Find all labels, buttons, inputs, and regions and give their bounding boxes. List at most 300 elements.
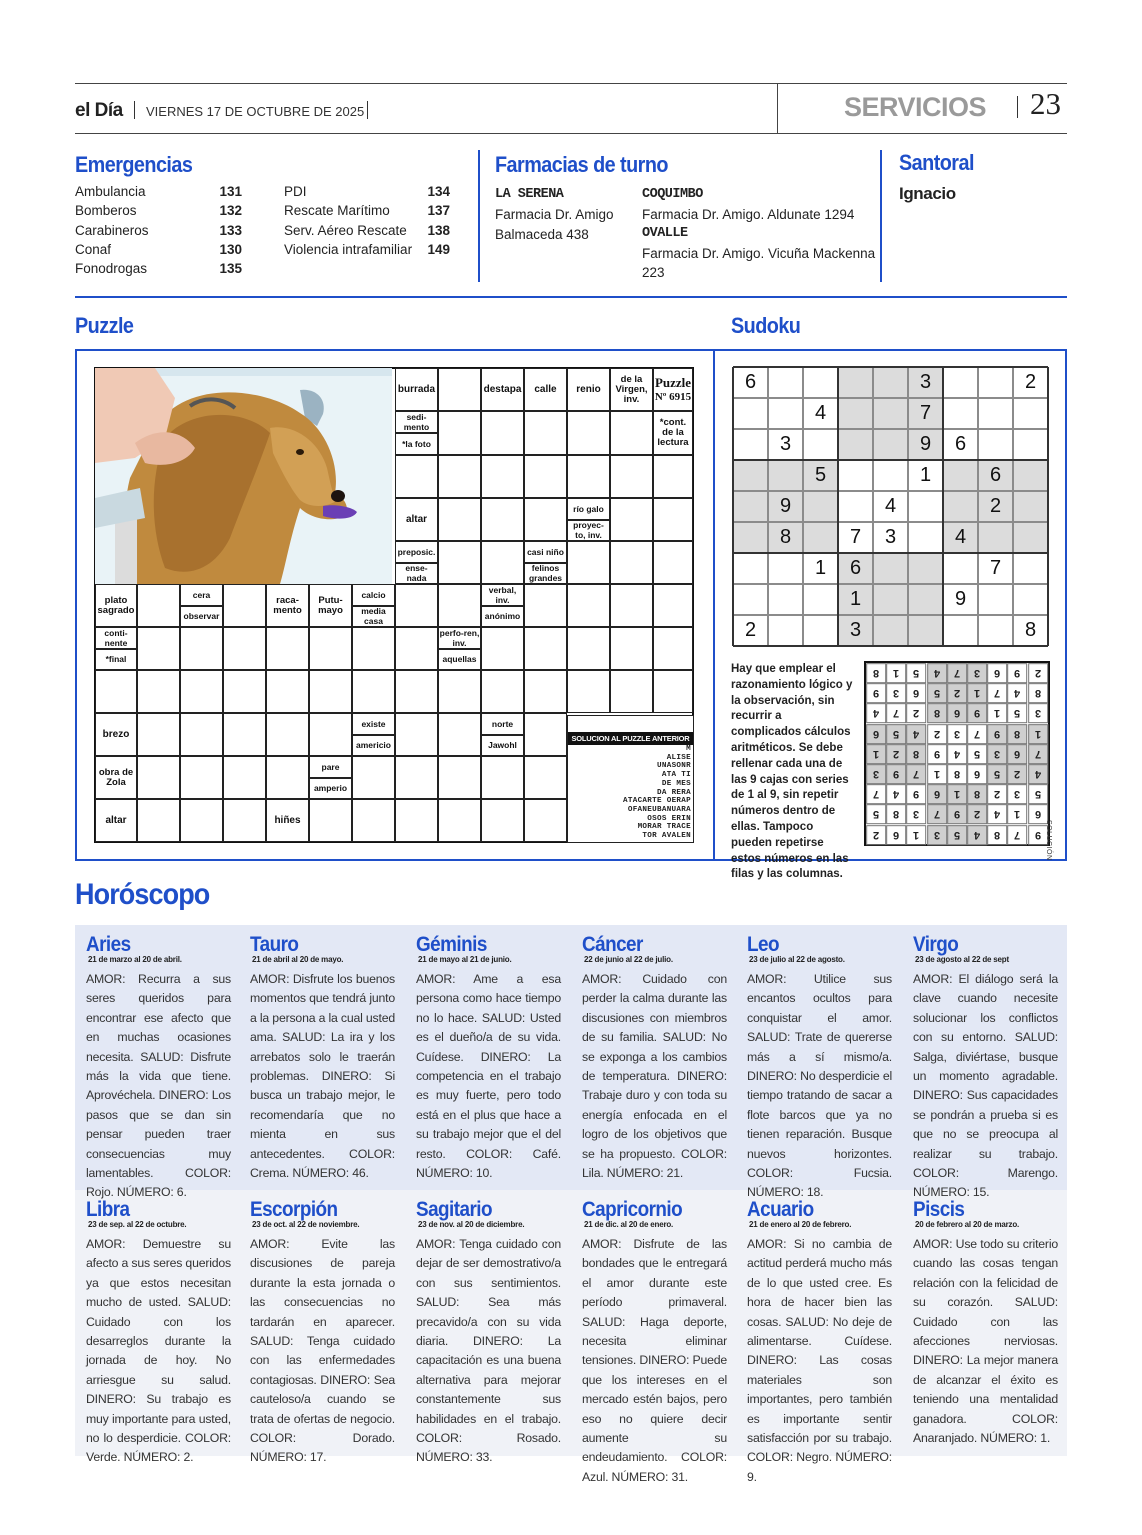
farmacia-la-serena-address: Balmaceda 438	[495, 227, 589, 242]
sudoku-solution-cell: 3	[947, 724, 967, 744]
crossword-cell[interactable]	[223, 584, 266, 627]
sign-name: Géminis	[416, 933, 487, 956]
crossword-cell[interactable]	[309, 627, 352, 670]
sudoku-cell[interactable]	[803, 429, 838, 460]
crossword-cell[interactable]	[653, 455, 693, 498]
sudoku-cell[interactable]	[768, 460, 803, 491]
sudoku-solution-cell: 9	[1007, 663, 1027, 683]
crossword-cell[interactable]	[395, 799, 438, 842]
sudoku-cell[interactable]	[838, 367, 873, 398]
emergency-number: 133	[219, 223, 242, 238]
crossword-clue: río galo	[567, 498, 610, 520]
sudoku-cell[interactable]	[838, 429, 873, 460]
sign-dates: 21 de marzo al 20 de abril.	[88, 955, 182, 964]
crossword-cell[interactable]	[524, 411, 567, 455]
sudoku-cell[interactable]	[733, 398, 768, 429]
sudoku-solution-cell: 1	[886, 663, 906, 683]
sudoku-cell[interactable]: 8	[768, 522, 803, 553]
solution-row: UNASONR	[657, 762, 691, 771]
solution-row: OSOS ERIN	[647, 814, 691, 823]
crossword-cell[interactable]	[524, 670, 567, 713]
sudoku-cell[interactable]: 3	[838, 615, 873, 646]
sudoku-instructions: Hay que emplear el razonamiento lógico y la observación, sin recurrir a complicados cálculos aritméticos. Se debe rellenar cada una de las 9 cajas con series de 1 al 9, sin repetir números dentro de ellas. Tampoco pueden repetirse estos números en las filas y las columnas.	[731, 663, 853, 881]
sudoku-solution-cell: 7	[866, 784, 886, 804]
puzzle-title: Puzzle	[75, 313, 134, 338]
sudoku-cell[interactable]: 6	[733, 367, 768, 398]
sign-text: AMOR: El diálogo será la clave cuando necesite solucionar los conflictos con su entorno. SALUD: Salga, diviértase, busque un momento agradable. DINERO: Sus capacidades se pondrán a prueba si es que no se preocupa al realizar su trabajo. COLOR: Marengo. NÚMERO: 15.	[913, 972, 1058, 1200]
crossword-clue: sedi-mento	[395, 411, 438, 433]
crossword-cell[interactable]	[481, 756, 524, 799]
sudoku-solution-cell: 1	[866, 744, 886, 764]
horoscope-sign	[913, 1198, 1058, 1448]
sudoku-cell[interactable]	[978, 367, 1013, 398]
sudoku-solution-cell: 5	[906, 663, 926, 683]
crossword-cell[interactable]	[180, 756, 223, 799]
sudoku-cell[interactable]	[873, 398, 908, 429]
crossword-cell[interactable]	[438, 670, 481, 713]
crossword-cell[interactable]	[180, 670, 223, 713]
crossword-cell[interactable]	[438, 498, 481, 541]
sudoku-solution-cell: 6	[987, 663, 1007, 683]
emergency-name: Carabineros	[75, 223, 149, 238]
sudoku-solution-cell: 2	[967, 804, 987, 824]
crossword-cell[interactable]	[438, 584, 481, 627]
sign-text: AMOR: Utilice sus encantos ocultos para conquistar el amor. SALUD: Trate de quererse más a sí mismo/a. DINERO: No desperdicie el tiempo tratando de sacar a flote barcos que ya no tienen reparación. Busque nuevos horizontes. COLOR: Fucsia. NÚMERO: 18.	[747, 972, 892, 1200]
crossword-cell[interactable]	[524, 584, 567, 627]
emergency-number: 138	[427, 223, 450, 238]
page-number: 23	[1030, 86, 1061, 121]
crossword-cell[interactable]	[481, 799, 524, 842]
sudoku-solution-cell: 9	[947, 804, 967, 824]
sudoku-cell[interactable]: 9	[768, 491, 803, 522]
crossword-cell[interactable]	[481, 411, 524, 455]
emergency-number: 131	[219, 184, 242, 199]
sudoku-solution-cell: 4	[1028, 764, 1048, 784]
dog-photo	[95, 368, 392, 584]
puzzle-number-badge	[653, 368, 693, 411]
crossword-cell[interactable]	[610, 670, 653, 713]
sudoku-cell[interactable]	[803, 584, 838, 615]
sudoku-solution-grid	[864, 661, 1050, 846]
sign-dates: 23 de sep. al 22 de octubre.	[88, 1220, 187, 1229]
sudoku-cell[interactable]: 4	[873, 491, 908, 522]
sudoku-cell[interactable]	[1013, 553, 1048, 584]
crossword-clue: *cont. de la lectura	[653, 411, 693, 455]
sudoku-solution-cell: 2	[927, 724, 947, 744]
sudoku-solution-cell: 3	[1007, 784, 1027, 804]
sudoku-cell[interactable]	[873, 615, 908, 646]
sudoku-cell[interactable]	[908, 491, 943, 522]
sudoku-cell[interactable]	[1013, 584, 1048, 615]
crossword-cell[interactable]	[567, 670, 610, 713]
sudoku-cell[interactable]	[908, 553, 943, 584]
sudoku-cell[interactable]	[908, 522, 943, 553]
crossword-cell[interactable]	[653, 584, 693, 627]
sign-dates: 23 de julio al 22 de agosto.	[749, 955, 845, 964]
crossword-cell[interactable]	[481, 670, 524, 713]
crossword-cell[interactable]	[610, 584, 653, 627]
crossword-cell[interactable]	[352, 670, 395, 713]
crossword-cell[interactable]	[395, 455, 438, 498]
crossword-cell[interactable]	[567, 411, 610, 455]
crossword-cell[interactable]	[610, 411, 653, 455]
crossword-cell[interactable]	[137, 627, 180, 670]
sudoku-cell[interactable]: 6	[943, 429, 978, 460]
sudoku-cell[interactable]: 8	[1013, 615, 1048, 646]
sudoku-cell[interactable]	[803, 615, 838, 646]
emergency-number: 132	[219, 203, 242, 218]
sudoku-cell[interactable]	[978, 429, 1013, 460]
sudoku-cell[interactable]	[803, 491, 838, 522]
crossword-cell[interactable]	[223, 713, 266, 756]
sudoku-solution-cell: 2	[866, 825, 886, 845]
sudoku-cell[interactable]: 3	[768, 429, 803, 460]
sudoku-box-line	[733, 366, 1048, 368]
sudoku-solution-cell: 8	[967, 784, 987, 804]
farmacia-city-ovalle: OVALLE	[642, 226, 688, 241]
sign-dates: 21 de enero al 20 de febrero.	[749, 1220, 852, 1229]
sudoku-cell[interactable]	[1013, 522, 1048, 553]
sudoku-box-line	[1047, 367, 1049, 646]
sudoku-cell[interactable]	[733, 491, 768, 522]
sign-name: Piscis	[913, 1198, 965, 1221]
sudoku-solution-cell: 4	[906, 724, 926, 744]
sudoku-solution-cell: 4	[967, 825, 987, 845]
sudoku-cell[interactable]: 4	[943, 522, 978, 553]
sudoku-cell[interactable]	[873, 429, 908, 460]
crossword-clue: pare	[309, 756, 352, 778]
crossword-cell[interactable]	[223, 799, 266, 842]
crossword-cell[interactable]	[653, 541, 693, 584]
sign-dates: 21 de mayo al 21 de junio.	[418, 955, 512, 964]
sign-name: Aries	[86, 933, 131, 956]
crossword-cell[interactable]	[438, 455, 481, 498]
crossword-cell[interactable]	[266, 627, 309, 670]
sign-name: Sagitario	[416, 1198, 493, 1221]
crossword-cell[interactable]	[610, 498, 653, 541]
crossword-cell[interactable]	[266, 713, 309, 756]
sign-dates: 23 de agosto al 22 de sept	[915, 955, 1009, 964]
emergency-name: PDI	[284, 184, 307, 199]
crossword-cell[interactable]	[481, 455, 524, 498]
crossword-clue: conti-nente	[95, 627, 137, 649]
farmacia-coquimbo-name: Farmacia Dr. Amigo. Aldunate 1294	[642, 207, 855, 222]
sudoku-cell[interactable]	[873, 584, 908, 615]
sign-name: Libra	[86, 1198, 130, 1221]
sudoku-solution-cell: 5	[1007, 703, 1027, 723]
crossword-clue: media casa	[352, 606, 395, 628]
crossword-cell[interactable]	[438, 411, 481, 455]
solution-row: ATACARTE OERAP	[623, 797, 691, 806]
crossword-cell[interactable]	[567, 584, 610, 627]
issue-date: VIERNES 17 DE OCTUBRE DE 2025	[146, 104, 365, 119]
emergency-name: Ambulancia	[75, 184, 146, 199]
sudoku-solution-cell: 1	[1028, 724, 1048, 744]
crossword-cell[interactable]	[309, 713, 352, 756]
sudoku-solution-cell: 4	[1007, 683, 1027, 703]
sudoku-cell[interactable]	[733, 522, 768, 553]
crossword-cell[interactable]	[352, 756, 395, 799]
sudoku-solution-cell: 8	[927, 703, 947, 723]
crossword-cell[interactable]	[524, 799, 567, 842]
sudoku-solution-cell: 9	[967, 703, 987, 723]
sudoku-solution-cell: 8	[947, 764, 967, 784]
badge-number: Nº 6915	[654, 390, 692, 403]
solution-title: SOLUCION AL PUZZLE ANTERIOR	[568, 732, 693, 745]
crossword-cell[interactable]	[610, 455, 653, 498]
crossword-clue: existe	[352, 713, 395, 735]
crossword-cell[interactable]	[567, 541, 610, 584]
sudoku-solution-cell: 9	[906, 784, 926, 804]
sudoku-cell[interactable]	[873, 460, 908, 491]
crossword-cell[interactable]	[180, 799, 223, 842]
crossword-cell[interactable]	[524, 713, 567, 756]
crossword-cell[interactable]	[352, 799, 395, 842]
sign-text: AMOR: Recurra a sus seres queridos para encontrar ese afecto que en muchas ocasiones necesita. SALUD: Disfrute más la vida que tiene. Aprovéchela. DINERO: Los pasos que se dan sin pensar pueden traer consecuencias muy lamentables. COLOR: Rojo. NÚMERO: 6.	[86, 972, 231, 1200]
crossword-cell[interactable]	[438, 713, 481, 756]
crossword-cell[interactable]	[524, 455, 567, 498]
sudoku-grid	[733, 367, 1048, 646]
sudoku-cell[interactable]: 6	[978, 460, 1013, 491]
crossword-cell[interactable]	[653, 670, 693, 713]
sudoku-cell[interactable]	[768, 615, 803, 646]
crossword-clue: calle	[524, 368, 567, 411]
sudoku-box-line	[733, 645, 1048, 647]
sudoku-cell[interactable]	[768, 367, 803, 398]
emergency-name: Fonodrogas	[75, 261, 148, 276]
date-separator	[367, 101, 368, 119]
crossword-cell[interactable]	[266, 756, 309, 799]
sudoku-cell[interactable]	[908, 584, 943, 615]
sudoku-cell[interactable]	[733, 429, 768, 460]
sudoku-cell[interactable]: 2	[1013, 367, 1048, 398]
sudoku-cell[interactable]	[873, 367, 908, 398]
sudoku-cell[interactable]	[803, 367, 838, 398]
crossword-cell[interactable]	[481, 541, 524, 584]
emergencias-title: Emergencias	[75, 152, 193, 177]
crossword-clue: cera	[180, 584, 223, 606]
sudoku-cell[interactable]	[978, 398, 1013, 429]
crossword-cell[interactable]	[395, 756, 438, 799]
crossword-clue: amperio	[309, 778, 352, 800]
crossword-cell[interactable]	[395, 584, 438, 627]
crossword-cell[interactable]	[653, 498, 693, 541]
sign-name: Capricornio	[582, 1198, 683, 1221]
sudoku-cell[interactable]	[838, 460, 873, 491]
sudoku-cell[interactable]	[978, 584, 1013, 615]
crossword-cell[interactable]	[137, 670, 180, 713]
crossword-clue: observar	[180, 606, 223, 628]
crossword-cell[interactable]	[352, 627, 395, 670]
sudoku-solution-cell: 9	[927, 744, 947, 764]
crossword-cell[interactable]	[309, 799, 352, 842]
crossword-cell[interactable]	[438, 541, 481, 584]
solution-row: DA RERA	[657, 788, 691, 797]
crossword-cell[interactable]	[610, 627, 653, 670]
sudoku-cell[interactable]	[733, 460, 768, 491]
sign-text: AMOR: Evite las discusiones de pareja durante la esta jornada o las consecuencias no tardarán en aparecer. SALUD: Tenga cuidado con las enfermedades contagiosas. DINERO: Sea cauteloso/a cuando se trata de ofertas de negocio. COLOR: Dorado. NÚMERO: 17.	[250, 1237, 395, 1465]
logo-separator	[134, 101, 135, 119]
sudoku-solution-cell: 1	[987, 703, 1007, 723]
farmacia-ovalle-address: 223	[642, 265, 665, 280]
emergency-name: Rescate Marítimo	[284, 203, 390, 218]
section-rule	[75, 296, 1067, 298]
crossword-cell[interactable]	[610, 541, 653, 584]
section-title: SERVICIOS	[844, 92, 987, 122]
column-divider	[478, 150, 480, 282]
crossword-cell[interactable]	[567, 455, 610, 498]
sudoku-cell[interactable]: 1	[803, 553, 838, 584]
crossword-cell[interactable]	[524, 756, 567, 799]
sudoku-cell[interactable]: 9	[908, 429, 943, 460]
sudoku-cell[interactable]	[943, 367, 978, 398]
sudoku-cell[interactable]	[943, 553, 978, 584]
sudoku-cell[interactable]: 3	[873, 522, 908, 553]
sudoku-solution-cell: 6	[967, 764, 987, 784]
crossword-cell[interactable]	[266, 670, 309, 713]
solution-rows	[568, 745, 693, 841]
sudoku-solution-cell: 9	[1028, 825, 1048, 845]
sign-text: AMOR: Ame a esa persona como hace tiempo no lo hace. SALUD: Usted es el dueño/a de su vida. Cuídese. DINERO: La competencia en el trabajo es muy fuerte, pero todo está en el plus que hace a su trabajo mejor que el del resto. COLOR: Café. NÚMERO: 10.	[416, 972, 561, 1181]
crossword-cell[interactable]	[395, 713, 438, 756]
sudoku-cell[interactable]	[803, 522, 838, 553]
crossword-cell[interactable]	[180, 627, 223, 670]
sudoku-cell[interactable]: 7	[908, 398, 943, 429]
sudoku-cell[interactable]: 1	[908, 460, 943, 491]
crossword-cell[interactable]	[524, 498, 567, 541]
sign-dates: 22 de junio al 22 de julio.	[584, 955, 673, 964]
crossword-cell[interactable]	[395, 627, 438, 670]
crossword-cell[interactable]	[524, 627, 567, 670]
newspaper-logo: el Día	[75, 100, 123, 121]
header-divider	[777, 83, 778, 133]
sudoku-cell[interactable]	[943, 398, 978, 429]
sudoku-solution-cell: 1	[947, 784, 967, 804]
crossword-cell[interactable]	[223, 670, 266, 713]
sudoku-cell[interactable]: 1	[838, 584, 873, 615]
sudoku-cell[interactable]	[978, 615, 1013, 646]
sudoku-solution-cell: 3	[886, 683, 906, 703]
solution-row: MORAR TRACE	[637, 823, 691, 832]
sign-text: AMOR: Si no cambia de actitud perderá mucho más de lo que usted cree. Es hora de hacer bien las cosas. SALUD: No deje de alimentarse. Cuídese. DINERO: Las cosas materiales son importantes, pero también es importante sentir satisfacción por su trabajo. COLOR: Negro. NÚMERO: 9.	[747, 1237, 892, 1484]
crossword-cell[interactable]	[137, 756, 180, 799]
sign-text: AMOR: Tenga cuidado con dejar de ser demostrativo/a con sus sentimientos. SALUD: Sea más precavido/a con su vida diaria. DINERO: La capacitación es una buena alternativa para mejorar constantemente sus habilidades en el trabajo. COLOR: Rosado. NÚMERO: 33.	[416, 1237, 561, 1465]
sudoku-cell[interactable]	[943, 491, 978, 522]
sudoku-cell[interactable]	[768, 553, 803, 584]
solution-row: TOR AVALEN	[642, 832, 691, 841]
horoscope-sign	[913, 933, 1058, 1203]
sudoku-cell[interactable]: 9	[943, 584, 978, 615]
crossword-clue: de la Virgen, inv.	[610, 368, 653, 411]
crossword-cell[interactable]	[653, 627, 693, 670]
sudoku-cell[interactable]	[1013, 429, 1048, 460]
crossword-clue: raca-mento	[266, 584, 309, 627]
sudoku-cell[interactable]: 2	[978, 491, 1013, 522]
sudoku-cell[interactable]	[768, 398, 803, 429]
santoral-name: Ignacio	[899, 184, 956, 203]
horoscope-sign	[250, 1198, 395, 1468]
crossword-clue: *la foto	[395, 433, 438, 455]
sudoku-cell[interactable]: 7	[838, 522, 873, 553]
sudoku-solution-cell: 8	[906, 744, 926, 764]
crossword-cell[interactable]	[438, 368, 481, 411]
crossword-cell[interactable]	[95, 670, 137, 713]
sudoku-cell[interactable]: 3	[908, 367, 943, 398]
sudoku-cell[interactable]: 7	[978, 553, 1013, 584]
sudoku-box-line	[733, 459, 1048, 461]
sudoku-cell[interactable]	[1013, 398, 1048, 429]
crossword-clue: felinos grandes	[524, 563, 567, 585]
sudoku-cell[interactable]: 2	[733, 615, 768, 646]
farmacia-city-coquimbo: COQUIMBO	[642, 187, 703, 202]
page-separator	[1017, 96, 1018, 118]
crossword-cell[interactable]	[481, 498, 524, 541]
crossword-cell[interactable]	[438, 756, 481, 799]
sudoku-cell[interactable]	[1013, 491, 1048, 522]
sudoku-cell[interactable]	[1013, 460, 1048, 491]
sudoku-cell[interactable]	[733, 584, 768, 615]
sudoku-cell[interactable]	[768, 584, 803, 615]
sign-text: AMOR: Disfrute de las bondades que le entregará el amor durante este período primaveral. SALUD: Haga deporte, necesita eliminar tensiones. DINERO: Puede que los intereses en el mercado estén bajos, pero eso no quiere decir aumente su endeudamiento. COLOR: Azul. NÚMERO: 31.	[582, 1237, 727, 1484]
sudoku-cell[interactable]	[943, 460, 978, 491]
sudoku-box-line	[942, 367, 944, 646]
crossword-clue: casi niño	[524, 541, 567, 563]
crossword-cell[interactable]	[395, 670, 438, 713]
sudoku-cell[interactable]	[978, 522, 1013, 553]
crossword-clue: norte	[481, 713, 524, 735]
sign-name: Cáncer	[582, 933, 643, 956]
sudoku-cell[interactable]	[908, 615, 943, 646]
sudoku-solution-cell: 7	[987, 683, 1007, 703]
sudoku-solution-cell: 1	[967, 683, 987, 703]
sudoku-solution-cell: 8	[886, 804, 906, 824]
puzzle-sudoku-divider	[713, 349, 715, 861]
crossword-cell[interactable]	[223, 756, 266, 799]
sudoku-solution-cell: 2	[947, 683, 967, 703]
sudoku-cell[interactable]: 4	[803, 398, 838, 429]
sudoku-cell[interactable]	[733, 553, 768, 584]
crossword-clue: Putu-mayo	[309, 584, 352, 627]
crossword-cell[interactable]	[137, 799, 180, 842]
sudoku-solution-cell: 3	[906, 804, 926, 824]
horoscope-sign	[582, 1198, 727, 1487]
sudoku-cell[interactable]	[873, 553, 908, 584]
crossword-cell[interactable]	[438, 799, 481, 842]
sudoku-solution-cell: 5	[967, 744, 987, 764]
sudoku-solution-cell: 7	[927, 804, 947, 824]
crossword-clue: obra de Zola	[95, 756, 137, 799]
crossword-cell[interactable]	[567, 627, 610, 670]
sudoku-cell[interactable]	[943, 615, 978, 646]
sudoku-cell[interactable]: 5	[803, 460, 838, 491]
horoscope-sign	[416, 1198, 561, 1468]
sudoku-cell[interactable]	[838, 491, 873, 522]
crossword-cell[interactable]	[309, 670, 352, 713]
sudoku-cell[interactable]: 6	[838, 553, 873, 584]
crossword-clue: destapa	[481, 368, 524, 411]
crossword-cell[interactable]	[180, 713, 223, 756]
sudoku-cell[interactable]	[838, 398, 873, 429]
horoscope-sign	[250, 933, 395, 1183]
sudoku-box-line	[837, 367, 839, 646]
sign-text: AMOR: Use todo su criterio cuando las cosas tengan relación con la felicidad de su corazón. SALUD: Cuidado con las afecciones nerviosas. DINERO: La mejor manera de alcanzar el éxito es teniendo una mentalidad ganadora. COLOR: Anaranjado. NÚMERO: 1.	[913, 1237, 1058, 1446]
crossword-cell[interactable]	[223, 627, 266, 670]
crossword-clue: Jawohl	[481, 735, 524, 757]
crossword-cell[interactable]	[137, 584, 180, 627]
crossword-cell[interactable]	[137, 713, 180, 756]
sudoku-solution-cell: 1	[927, 764, 947, 784]
crossword-cell[interactable]	[481, 627, 524, 670]
